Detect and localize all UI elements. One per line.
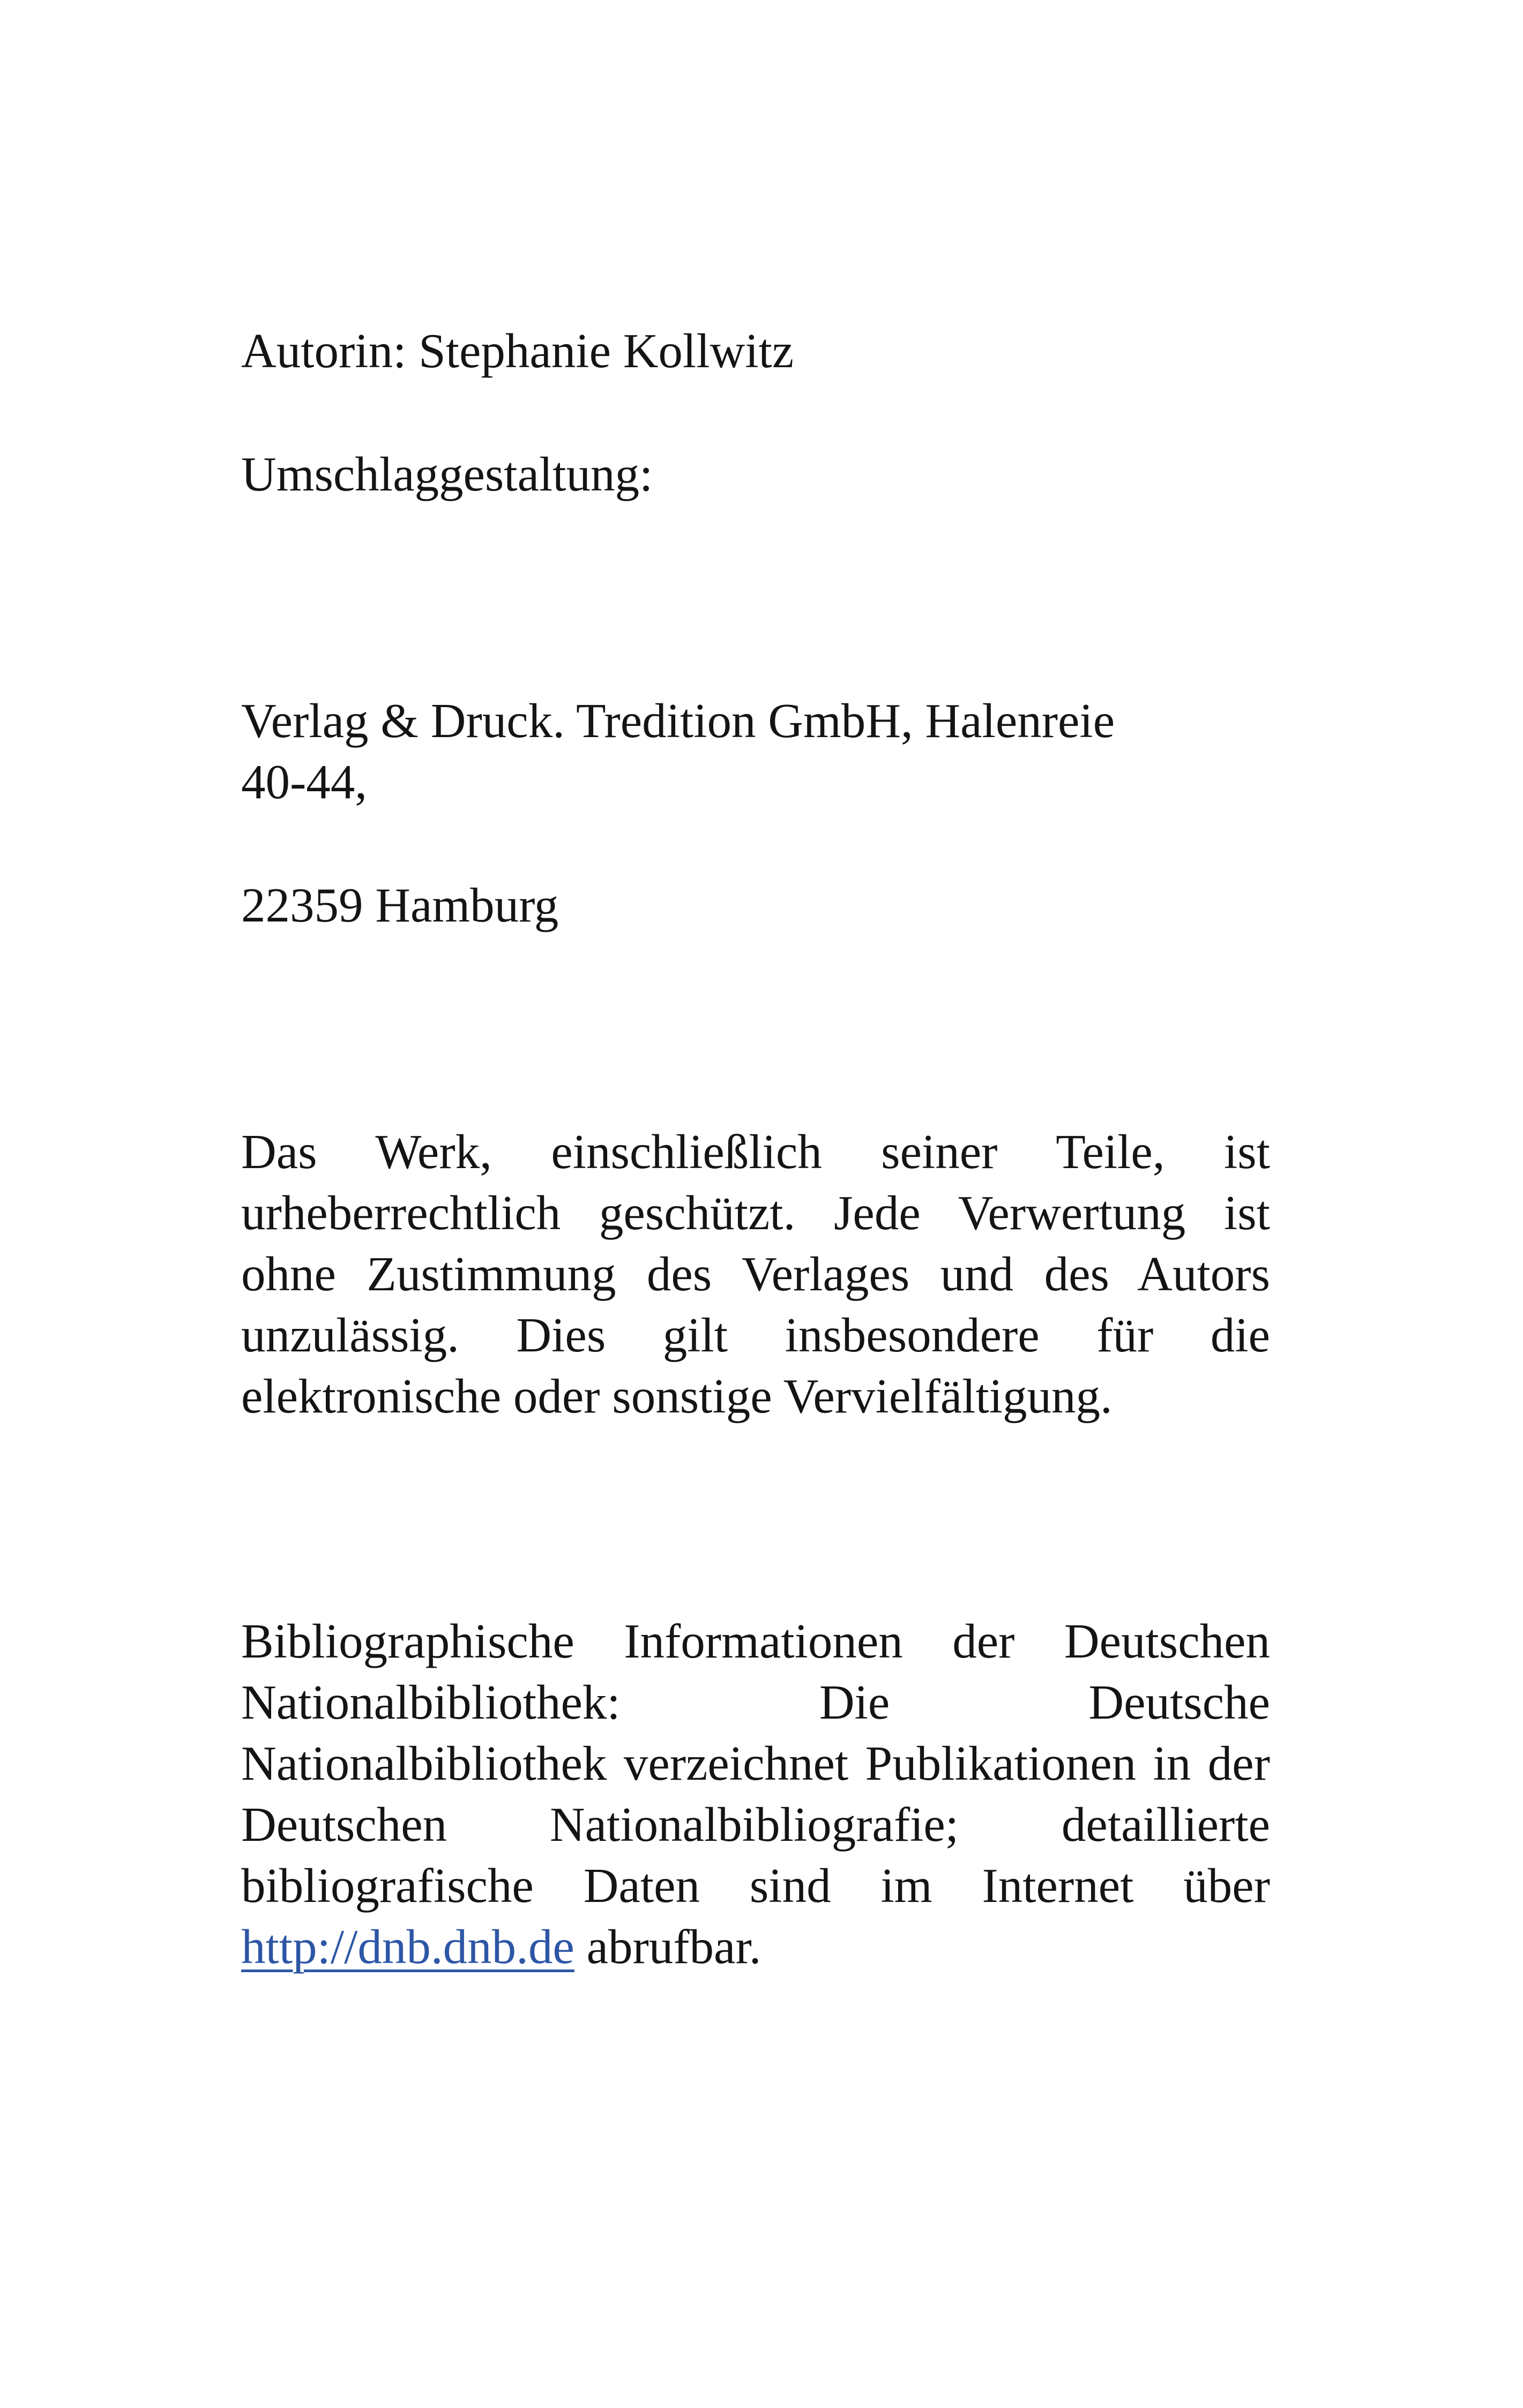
bibliographic-notice — [241, 1611, 1270, 1978]
copyright-notice: Das Werk, einschließlich seiner Teile, ist urheberrechtlich geschützt. Jede Verwertung ist ohne Zustimmung des Verlages und des Autors unzulässig. Dies gilt insbesondere für die elektronische oder sonstige Vervielfältigung. — [241, 1125, 1270, 1423]
bibliographic-notice-text: Bibliographische Informationen der Deutschen Nationalbibliothek: Die Deutsche Nationalbibliothek verzeichnet Publikationen in der Deutschen Nationalbibliografie; detaillierte bibliografische Daten sind im Internet über — [241, 1614, 1270, 1913]
publisher-address-line: Verlag & Druck. Tredition GmbH, Halenreie — [241, 694, 1115, 748]
publisher-address-continuation: 40-44, — [241, 755, 368, 809]
author-line: Autorin: Stephanie Kollwitz — [241, 324, 794, 378]
publisher-city-line: 22359 Hamburg — [241, 878, 559, 932]
cover-design-line: Umschlaggestaltung: — [241, 447, 653, 501]
bibliographic-notice-end: abrufbar. — [586, 1920, 762, 1974]
dnb-link[interactable]: http://dnb.dnb.de — [241, 1920, 574, 1974]
